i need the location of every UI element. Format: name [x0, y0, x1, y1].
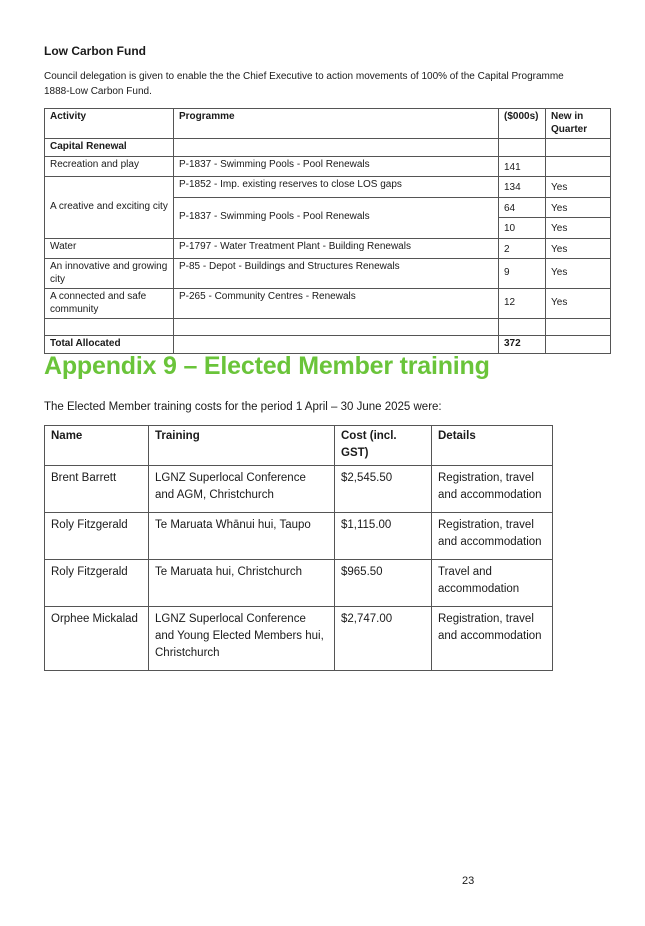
cost-cell: $1,115.00: [335, 513, 432, 560]
activity-cell: An innovative and growing city: [45, 259, 174, 289]
table-row: [45, 560, 553, 607]
programme-cell: P-85 - Depot - Buildings and Structures Renewals: [174, 259, 499, 289]
low-carbon-fund-heading: Low Carbon Fund: [44, 44, 146, 58]
table-header-row: [45, 109, 611, 139]
value-cell: 141: [499, 156, 546, 177]
table-row: [45, 259, 611, 289]
header-name: Name: [45, 426, 149, 466]
name-cell: Orphee Mickalad: [45, 607, 149, 671]
details-cell: Registration, travel and accommodation: [432, 466, 553, 513]
programme-cell: P-265 - Community Centres - Renewals: [174, 289, 499, 319]
programme-cell: P-1852 - Imp. existing reserves to close LOS gaps: [174, 177, 499, 198]
table-row: [45, 177, 611, 198]
new-cell: Yes: [546, 238, 611, 259]
name-cell: Roly Fitzgerald: [45, 560, 149, 607]
table-row: [45, 238, 611, 259]
low-carbon-fund-text: Council delegation is given to enable the the Chief Executive to action movements of 100% of the Capital Programme 1888-Low Carbon Fund.: [44, 71, 564, 97]
training-cell: LGNZ Superlocal Conference and AGM, Christchurch: [149, 466, 335, 513]
table-header-row: [45, 426, 553, 466]
activity-cell: Recreation and play: [45, 156, 174, 177]
table-row: [45, 289, 611, 319]
new-cell: [546, 156, 611, 177]
table-row: [45, 607, 553, 671]
new-cell: Yes: [546, 218, 611, 239]
empty-row: [45, 319, 611, 336]
training-intro: The Elected Member training costs for the period 1 April – 30 June 2025 were:: [44, 401, 442, 413]
table-row: [45, 156, 611, 177]
header-details: Details: [432, 426, 553, 466]
section-row: [45, 139, 611, 157]
value-cell: 10: [499, 218, 546, 239]
section-label: Capital Renewal: [45, 139, 174, 157]
programme-cell: P-1797 - Water Treatment Plant - Building Renewals: [174, 238, 499, 259]
training-cell: Te Maruata hui, Christchurch: [149, 560, 335, 607]
appendix-heading: Appendix 9 – Elected Member training: [44, 352, 490, 380]
training-table: [44, 425, 553, 671]
training-cell: Te Maruata Whānui hui, Taupo: [149, 513, 335, 560]
total-value: 372: [499, 336, 546, 354]
activity-cell: A creative and exciting city: [45, 177, 174, 239]
header-training: Training: [149, 426, 335, 466]
value-cell: 12: [499, 289, 546, 319]
low-carbon-fund-table: [44, 108, 611, 354]
cost-cell: $965.50: [335, 560, 432, 607]
activity-cell: A connected and safe community: [45, 289, 174, 319]
header-activity: Activity: [45, 109, 174, 139]
activity-cell: Water: [45, 238, 174, 259]
header-value: ($000s): [499, 109, 546, 139]
new-cell: Yes: [546, 259, 611, 289]
value-cell: 64: [499, 197, 546, 218]
value-cell: 134: [499, 177, 546, 198]
name-cell: Roly Fitzgerald: [45, 513, 149, 560]
details-cell: Travel and accommodation: [432, 560, 553, 607]
table-row: [45, 466, 553, 513]
page-number: 23: [462, 875, 475, 887]
new-cell: Yes: [546, 197, 611, 218]
new-cell: Yes: [546, 177, 611, 198]
new-cell: Yes: [546, 289, 611, 319]
cost-cell: $2,747.00: [335, 607, 432, 671]
cost-cell: $2,545.50: [335, 466, 432, 513]
programme-cell: P-1837 - Swimming Pools - Pool Renewals: [174, 197, 499, 238]
programme-cell: P-1837 - Swimming Pools - Pool Renewals: [174, 156, 499, 177]
details-cell: Registration, travel and accommodation: [432, 607, 553, 671]
total-label: Total Allocated: [45, 336, 174, 354]
header-cost: Cost (incl. GST): [335, 426, 432, 466]
name-cell: Brent Barrett: [45, 466, 149, 513]
total-row: [45, 336, 611, 354]
header-new-in-quarter: New in Quarter: [546, 109, 611, 139]
training-cell: LGNZ Superlocal Conference and Young Elected Members hui, Christchurch: [149, 607, 335, 671]
value-cell: 9: [499, 259, 546, 289]
value-cell: 2: [499, 238, 546, 259]
table-row: [45, 513, 553, 560]
header-programme: Programme: [174, 109, 499, 139]
details-cell: Registration, travel and accommodation: [432, 513, 553, 560]
